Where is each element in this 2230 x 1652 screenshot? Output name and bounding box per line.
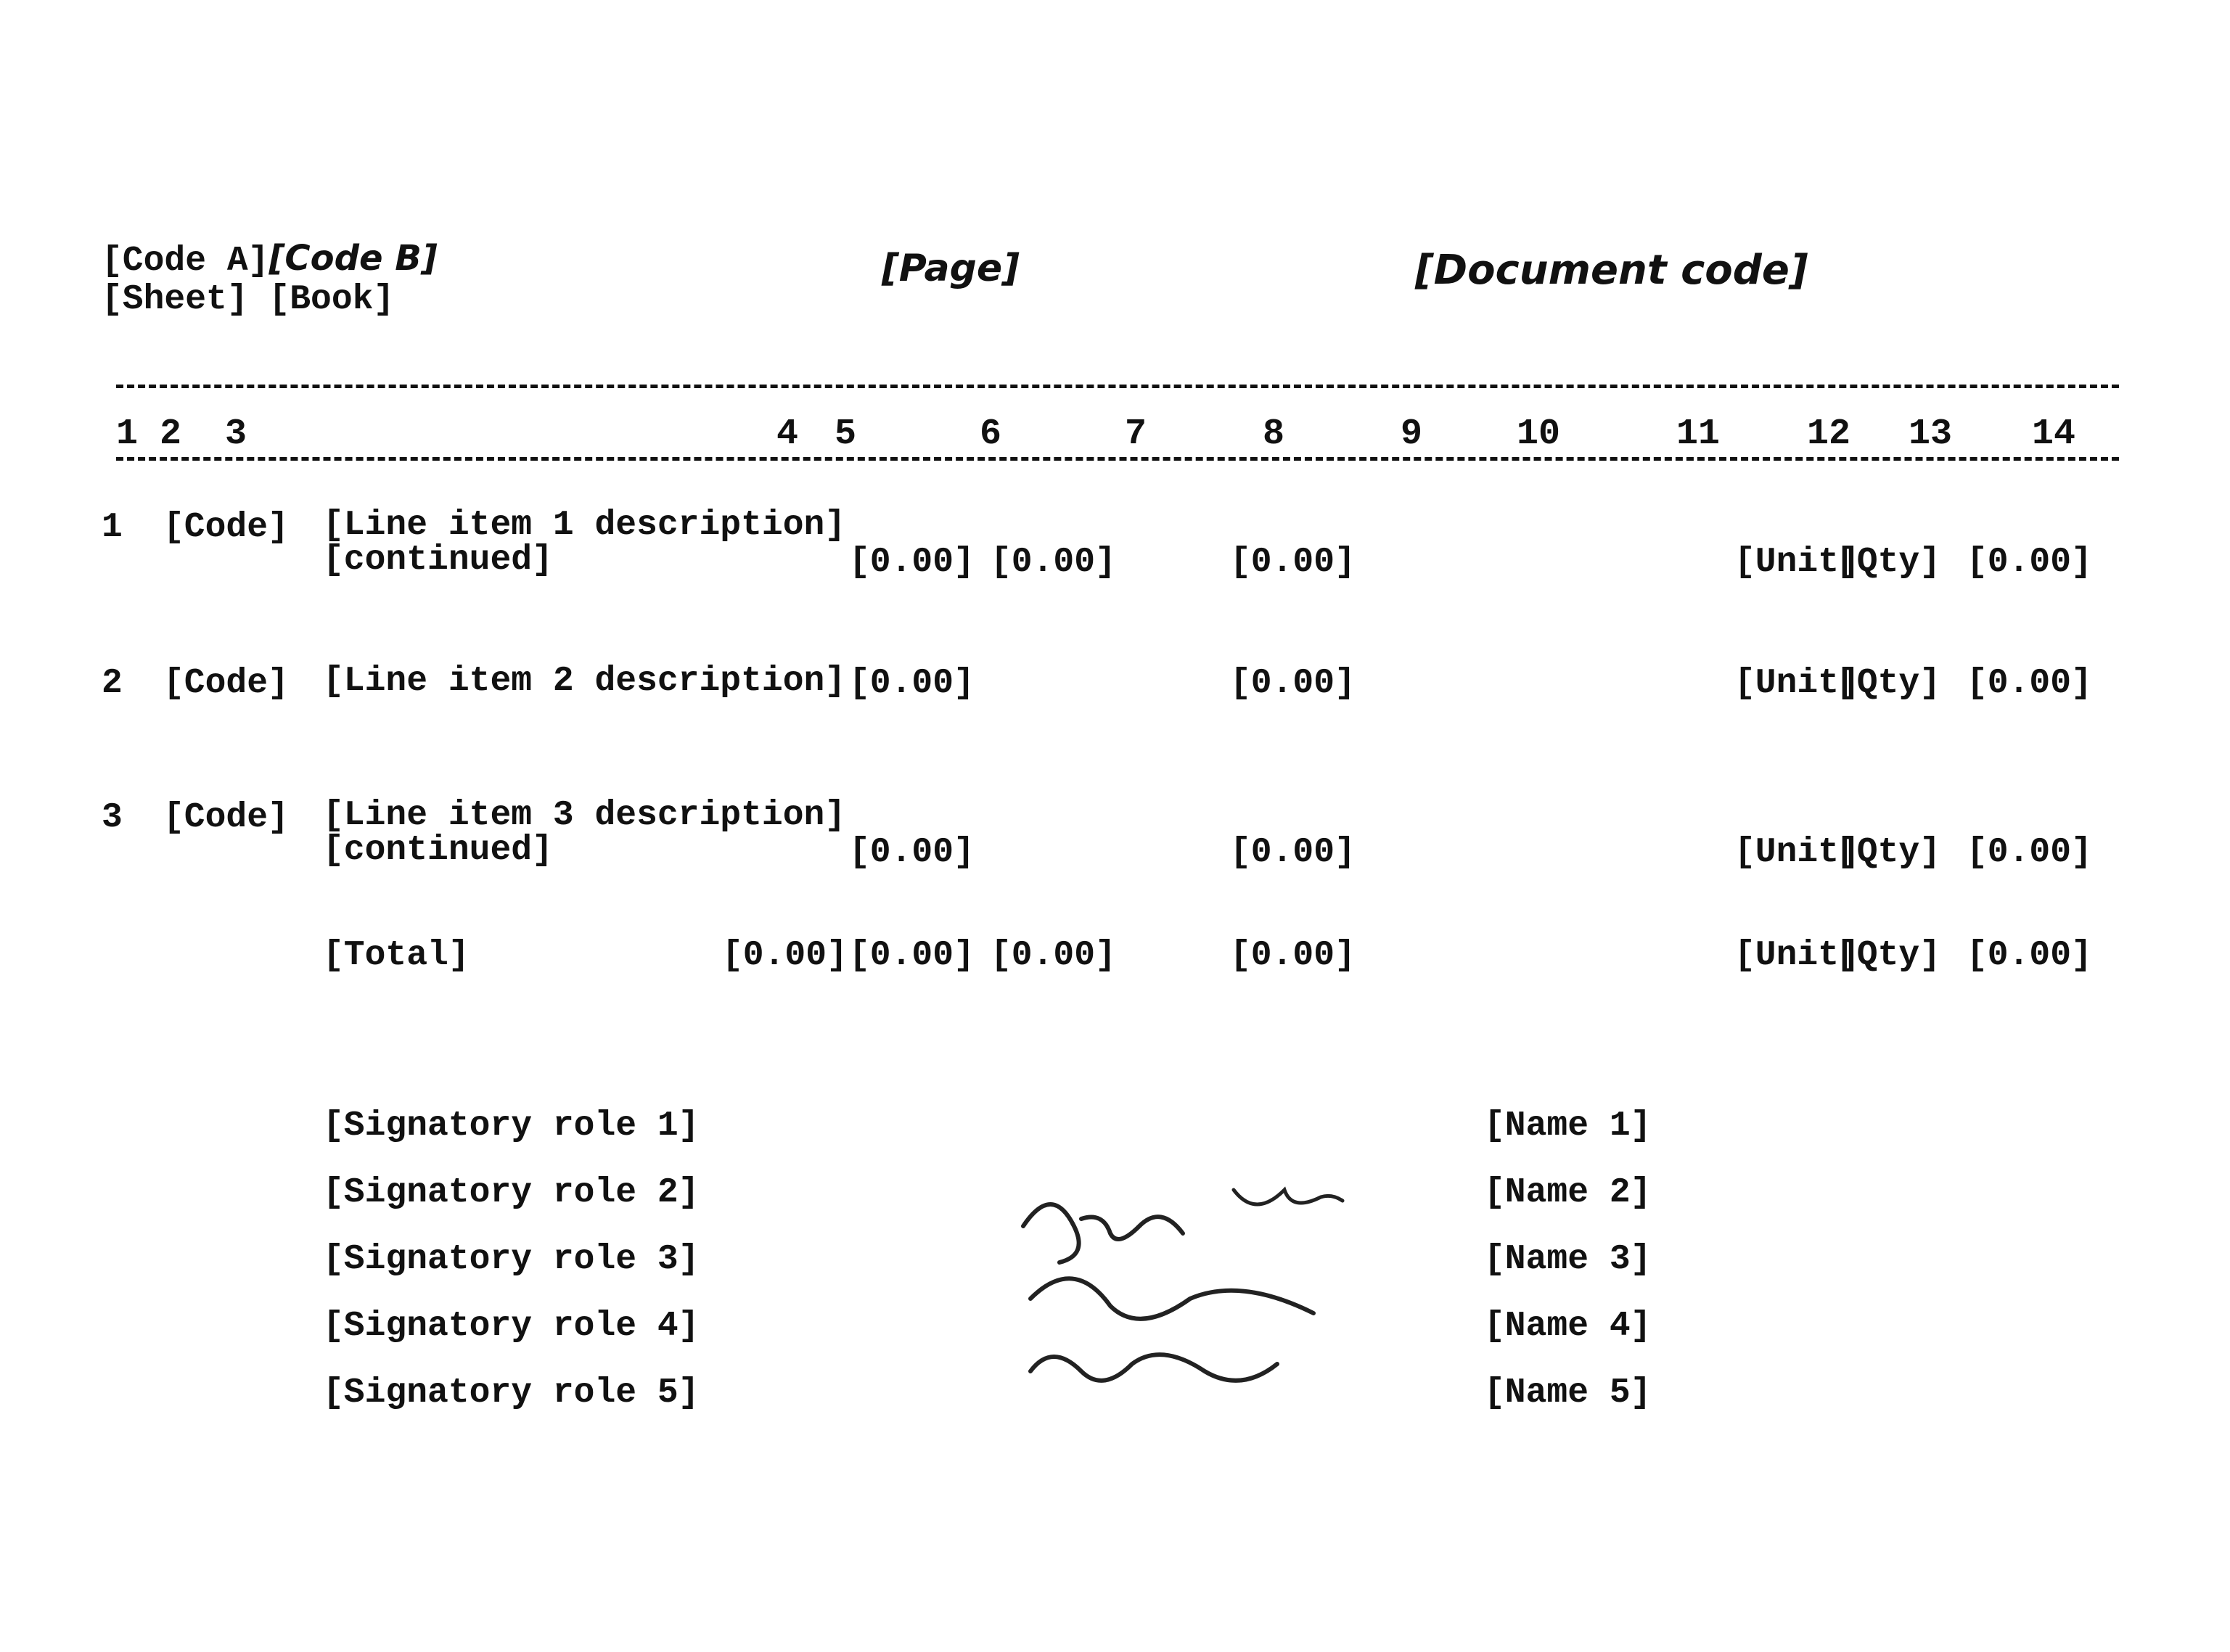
signatory-name: [Name 5]: [1484, 1373, 1652, 1413]
row-unit: [Unit]: [1734, 664, 1860, 703]
row-code: [Code]: [163, 798, 289, 837]
row-unit: [Unit]: [1734, 543, 1860, 582]
table-top-rule: [116, 385, 2119, 388]
header-line-1: [102, 239, 438, 281]
total-c5: [0.00]: [849, 936, 975, 975]
total-label: [Total]: [323, 936, 470, 975]
row-description-line: [continued]: [323, 831, 553, 870]
header-code-prefix: [Code A]: [102, 242, 269, 281]
row-total: [0.00]: [1967, 664, 2092, 703]
row-c8: [0.00]: [1230, 543, 1356, 582]
row-qty: [Qty]: [1836, 833, 1941, 872]
row-total: [0.00]: [1967, 543, 2092, 582]
column-number-6: 6: [980, 414, 1002, 455]
header-line-2: [Sheet] [Book]: [102, 279, 395, 319]
column-number-9: 9: [1401, 414, 1423, 455]
row-c8: [0.00]: [1230, 664, 1356, 703]
column-number-14: 14: [2032, 414, 2076, 455]
row-c6: [0.00]: [991, 543, 1116, 582]
column-number-7: 7: [1125, 414, 1147, 455]
row-description-line: [Line item 1 description]: [323, 506, 846, 545]
total-unit: [Unit]: [1734, 936, 1860, 975]
header-code-handwritten: [Code B]: [268, 238, 438, 279]
row-number: 3: [102, 798, 123, 837]
column-number-12: 12: [1807, 414, 1851, 455]
signatory-role: [Signatory role 1]: [323, 1106, 700, 1146]
row-c5: [0.00]: [849, 833, 975, 872]
signatory-role: [Signatory role 3]: [323, 1240, 700, 1279]
column-number-2: 2: [160, 414, 182, 455]
row-number: 1: [102, 508, 123, 547]
row-qty: [Qty]: [1836, 664, 1941, 703]
row-description-line: [Line item 3 description]: [323, 796, 846, 835]
signatory-role: [Signatory role 5]: [323, 1373, 700, 1413]
total-c6: [0.00]: [991, 936, 1116, 975]
signatory-name: [Name 2]: [1484, 1173, 1652, 1212]
column-number-3: 3: [225, 414, 247, 455]
row-description-line: [Line item 2 description]: [323, 662, 846, 701]
row-c5: [0.00]: [849, 543, 975, 582]
document-code: [Document code]: [1415, 247, 1808, 294]
signatory-name: [Name 4]: [1484, 1307, 1652, 1346]
row-qty: [Qty]: [1836, 543, 1941, 582]
column-number-5: 5: [835, 414, 857, 455]
signatory-role: [Signatory role 4]: [323, 1307, 700, 1346]
page-number: [Page]: [882, 247, 1020, 290]
column-number-1: 1: [116, 414, 139, 455]
document-header: [102, 239, 438, 319]
signatory-role: [Signatory role 2]: [323, 1173, 700, 1212]
column-number-11: 11: [1676, 414, 1721, 455]
signatory-name: [Name 3]: [1484, 1240, 1652, 1279]
row-description: [323, 664, 845, 699]
signatory-name: [Name 1]: [1484, 1106, 1652, 1146]
row-c5: [0.00]: [849, 664, 975, 703]
total-c4: [0.00]: [722, 936, 848, 975]
total-c8: [0.00]: [1230, 936, 1356, 975]
handwritten-signatures: [1001, 1175, 1379, 1437]
row-total: [0.00]: [1967, 833, 2092, 872]
row-description: [323, 798, 845, 868]
row-description: [323, 508, 845, 578]
column-number-13: 13: [1909, 414, 1953, 455]
column-number-8: 8: [1263, 414, 1285, 455]
row-code: [Code]: [163, 664, 289, 703]
total-total: [0.00]: [1967, 936, 2092, 975]
row-unit: [Unit]: [1734, 833, 1860, 872]
row-code: [Code]: [163, 508, 289, 547]
column-number-10: 10: [1517, 414, 1561, 455]
row-description-line: [continued]: [323, 541, 553, 580]
total-qty: [Qty]: [1836, 936, 1941, 975]
row-c8: [0.00]: [1230, 833, 1356, 872]
row-number: 2: [102, 664, 123, 703]
table-header-rule: [116, 457, 2119, 461]
column-number-4: 4: [776, 414, 799, 455]
